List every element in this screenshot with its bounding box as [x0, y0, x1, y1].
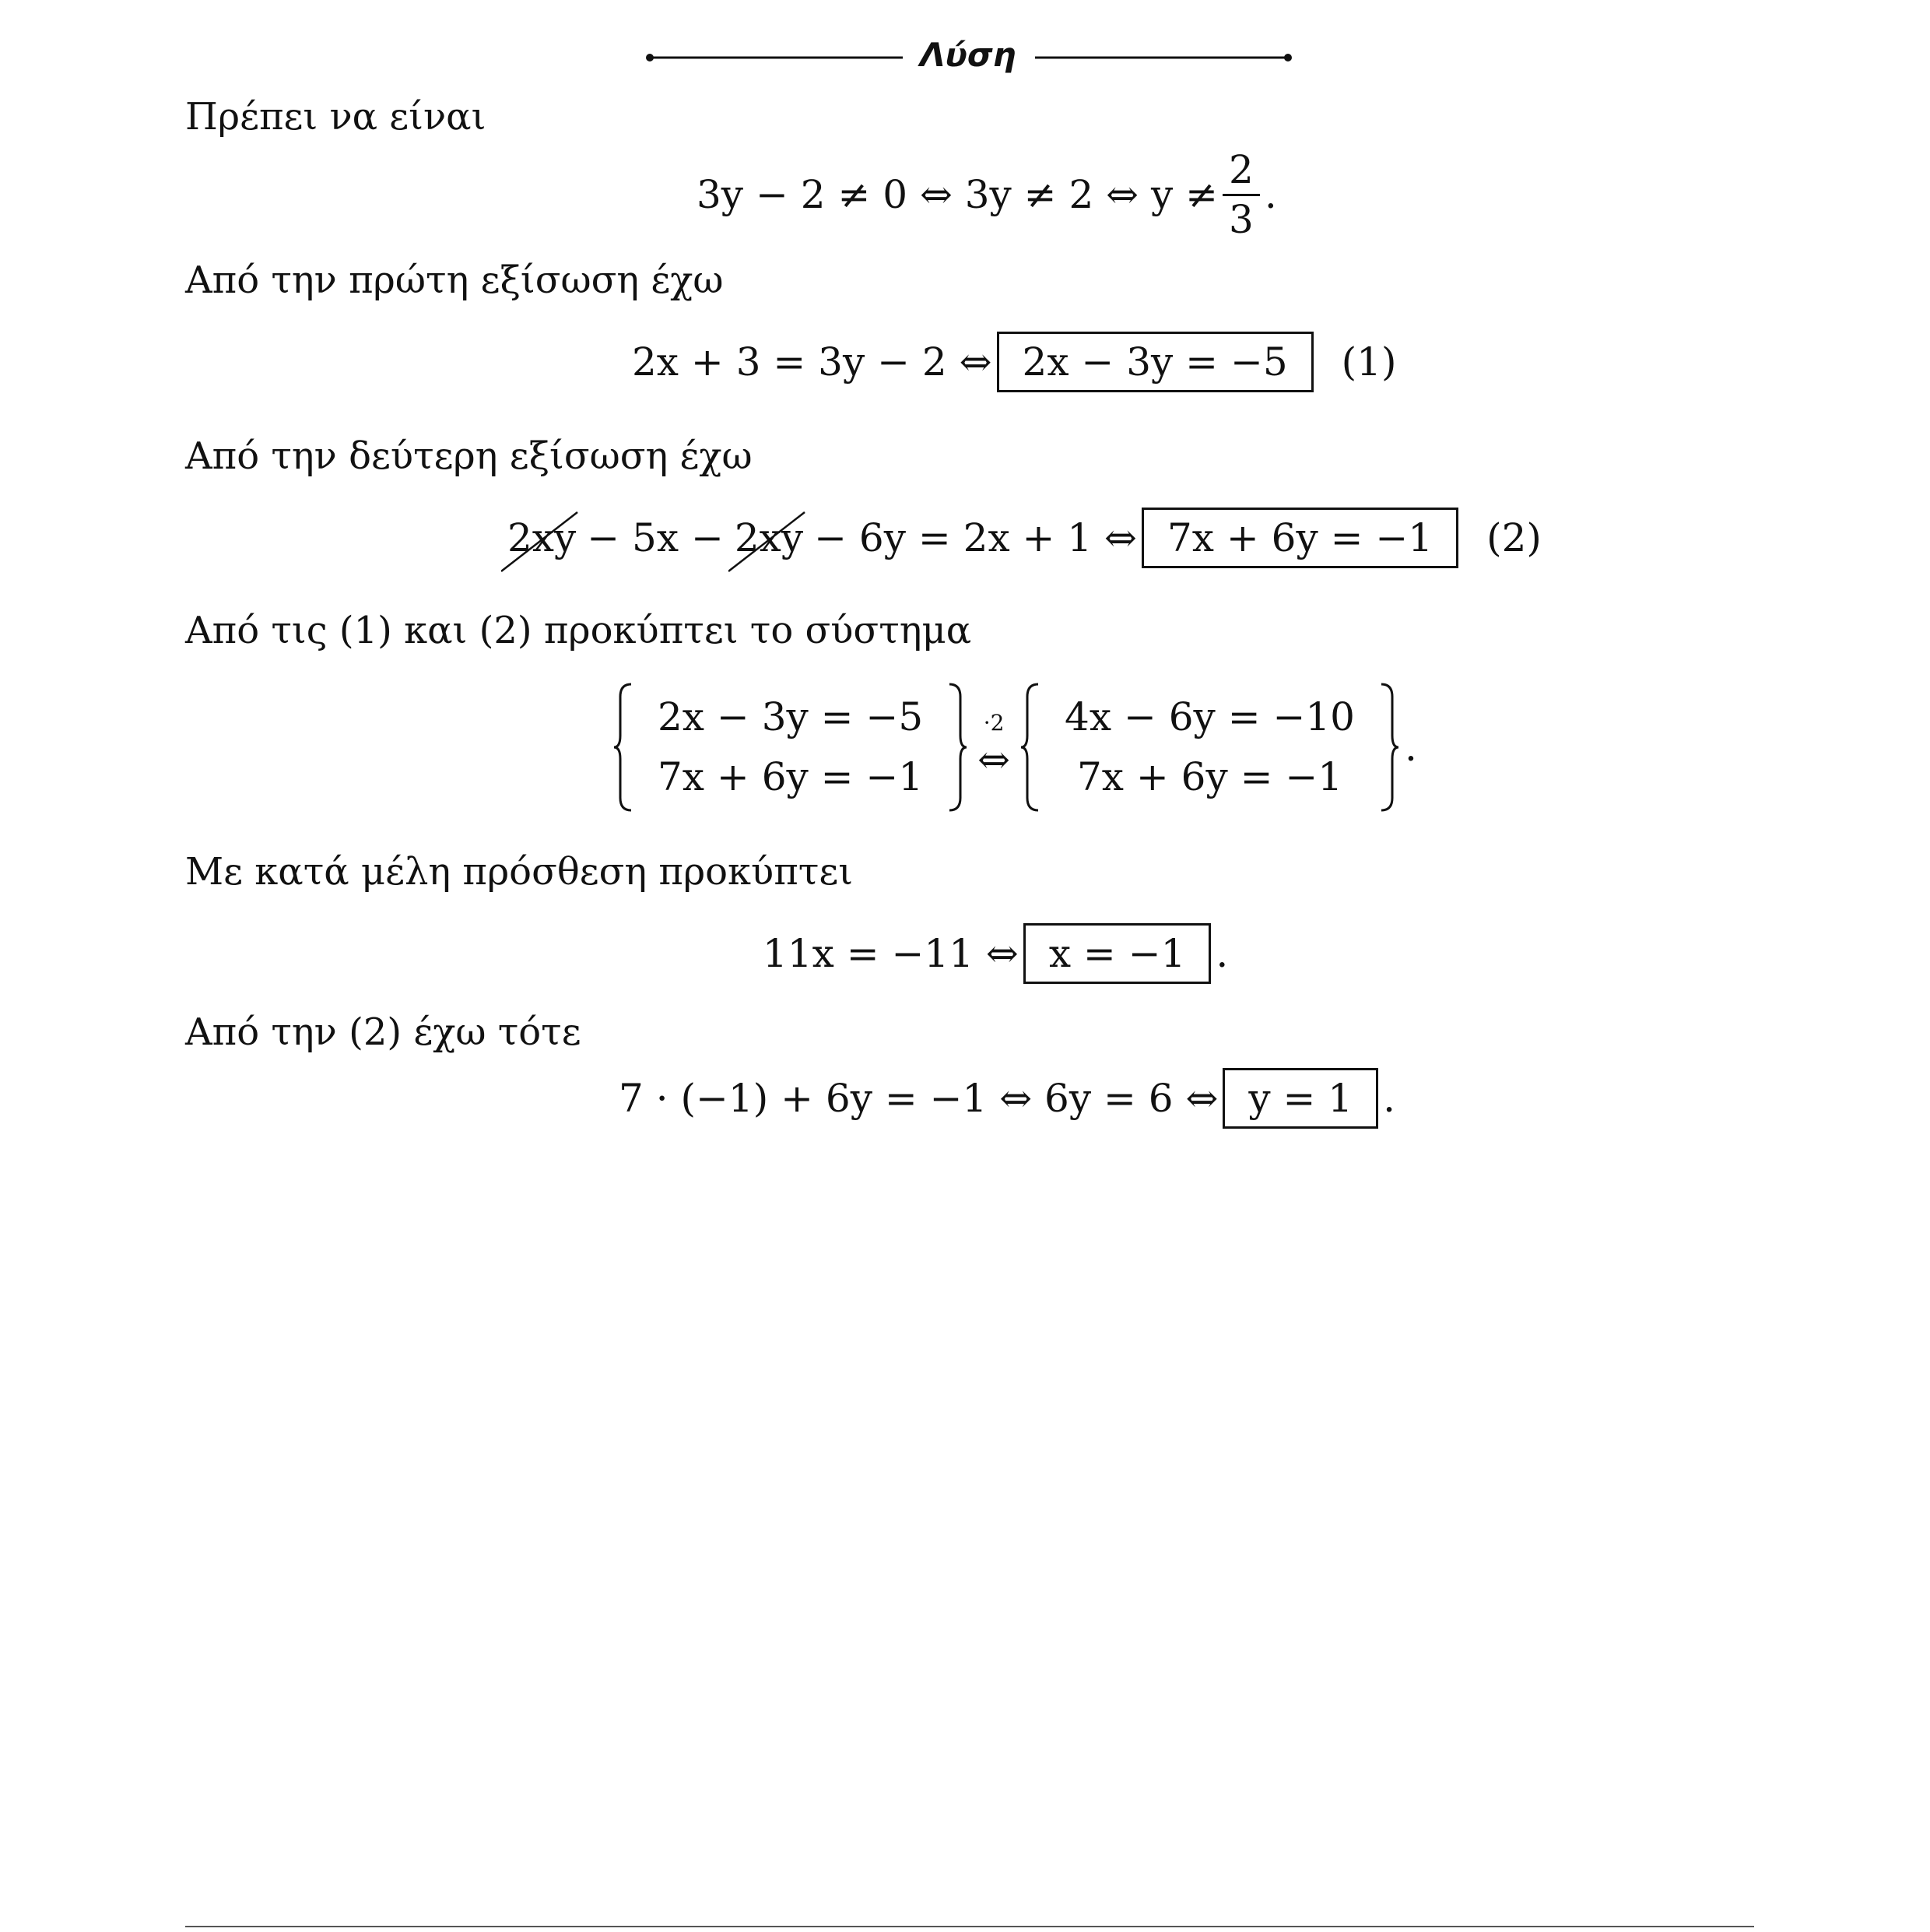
eq1-left: 3y − 2 ≠ 0 ⇔ 3y ≠ 2 ⇔ y ≠ — [697, 172, 1218, 217]
system-2-row-1: 4x − 6y = −10 — [1065, 694, 1355, 739]
eq1-numerator: 2 — [1223, 149, 1260, 196]
paragraph-5: Με κατά μέλη πρόσθεση προκύπτει — [185, 850, 854, 894]
eq2-left: 2x + 3 = 3y − 2 ⇔ — [632, 339, 992, 385]
operation-label: ·2 — [983, 710, 1005, 736]
paragraph-1: Πρέπει να είναι — [185, 95, 486, 139]
equation-3 — [507, 508, 1542, 568]
left-brace-1 — [611, 681, 636, 813]
cancel-stroke-2 — [728, 508, 814, 578]
equation-4-system — [611, 681, 1417, 813]
eq6-left: 7 · (−1) + 6y = −1 ⇔ 6y = 6 ⇔ — [619, 1076, 1219, 1121]
solution-heading — [646, 33, 1292, 87]
equation-1 — [697, 149, 1277, 240]
system-1-row-1: 2x − 3y = −5 — [658, 694, 924, 739]
eq3-strike2-text: 2xy — [734, 515, 804, 560]
rule-dot-right — [1284, 54, 1292, 61]
paragraph-6: Από την (2) έχω τότε — [185, 1010, 581, 1054]
equivalence-times-2 — [977, 712, 1010, 782]
system-2 — [1043, 687, 1377, 808]
right-brace-1 — [945, 681, 970, 813]
system-2-row-2: 7x + 6y = −1 — [1076, 754, 1343, 799]
eq3-mid1: − 5x − — [587, 515, 724, 560]
equation-6 — [619, 1068, 1395, 1129]
eq6-boxed-result: y = 1 — [1223, 1068, 1378, 1129]
eq2-boxed-result: 2x − 3y = −5 — [997, 332, 1314, 392]
eq3-boxed-result: 7x + 6y = −1 — [1142, 508, 1458, 568]
eq6-end: . — [1383, 1076, 1396, 1121]
eq3-cancelled-term-2 — [735, 515, 803, 560]
equation-2 — [632, 332, 1397, 392]
footer-rule — [185, 1926, 1754, 1927]
eq3-mid2: − 6y = 2x + 1 ⇔ — [814, 515, 1137, 560]
cancel-stroke-1 — [501, 508, 587, 578]
right-brace-2 — [1377, 681, 1402, 813]
eq5-boxed-result: x = −1 — [1023, 923, 1212, 984]
eq3-cancelled-term-1 — [507, 515, 576, 560]
equivalence-arrow: ⇔ — [977, 737, 1011, 782]
paragraph-2: Από την πρώτη εξίσωση έχω — [185, 258, 724, 302]
left-brace-2 — [1018, 681, 1043, 813]
eq1-denominator: 3 — [1229, 196, 1254, 242]
heading-title: Λύση — [920, 36, 1016, 74]
equation-5 — [763, 923, 1228, 984]
eq5-end: . — [1216, 931, 1229, 976]
eq1-end: . — [1264, 172, 1277, 217]
eq3-tag: (2) — [1486, 515, 1542, 560]
paragraph-4: Από τις (1) και (2) προκύπτει το σύστημα — [185, 609, 972, 652]
paragraph-3: Από την δεύτερη εξίσωση έχω — [185, 434, 753, 478]
eq2-tag: (1) — [1341, 339, 1397, 385]
system-1-row-2: 7x + 6y = −1 — [658, 754, 924, 799]
system-1 — [636, 687, 945, 808]
eq1-fraction — [1223, 149, 1260, 240]
eq4-end: . — [1405, 725, 1417, 770]
eq3-strike1-text: 2xy — [507, 515, 577, 560]
eq5-left: 11x = −11 ⇔ — [763, 931, 1019, 976]
